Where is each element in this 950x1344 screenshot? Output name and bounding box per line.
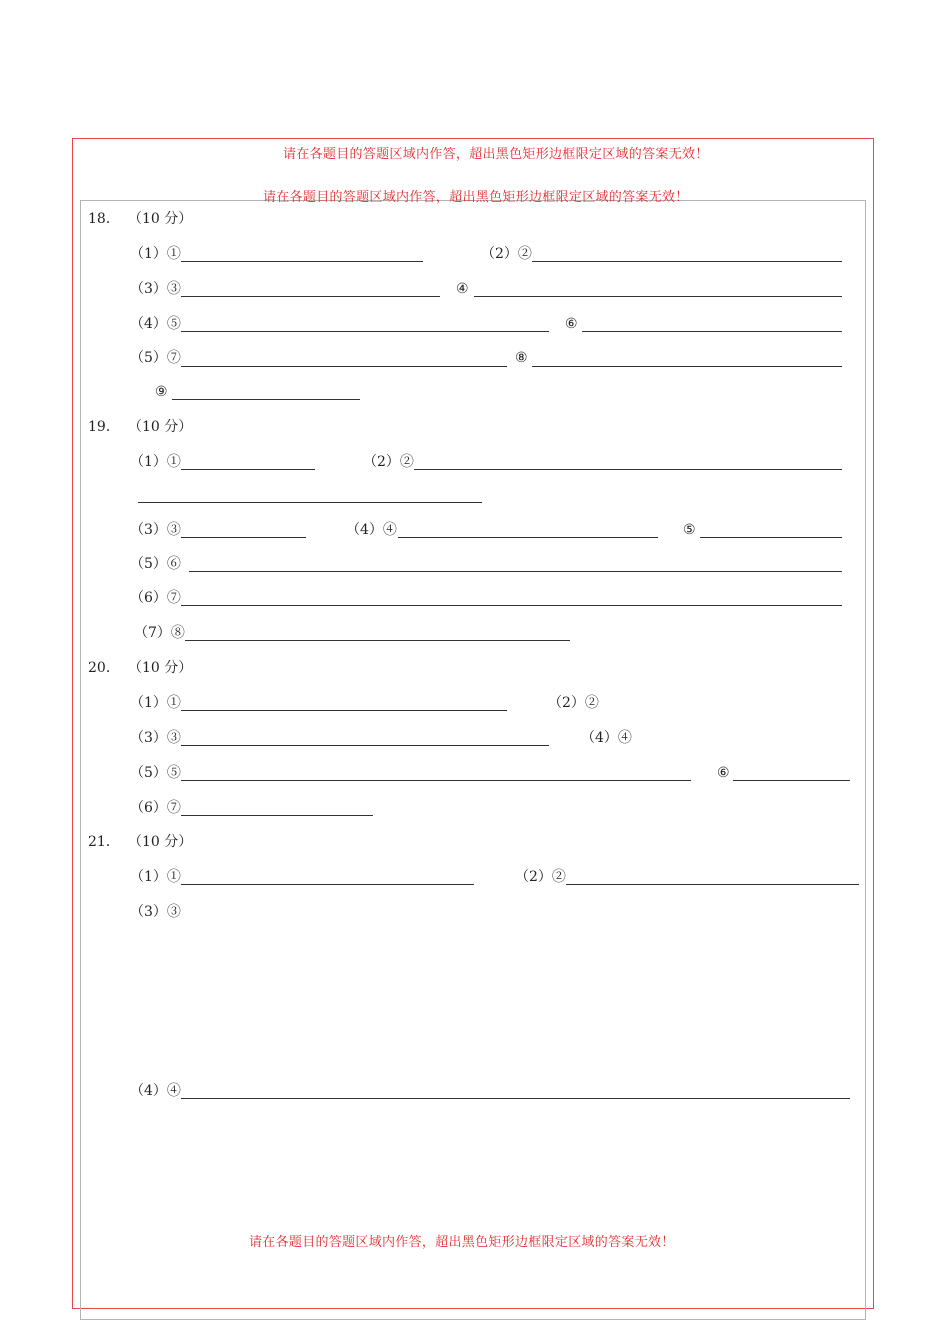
q19-part7-label: （7）⑧ [134,625,185,641]
q19-part6-label: （6）⑦ [130,590,181,606]
q18-circle-8: ⑧ [515,350,528,366]
answer-region-inner-border [80,200,866,1320]
q18-answer-blank-3[interactable] [181,296,440,297]
q19-part1-label: （1）① [130,454,181,470]
q21-part1-label: （1）① [130,869,181,885]
q18-answer-blank-5[interactable] [181,331,549,332]
q18-part1-label: （1）① [130,246,181,262]
q19-part4-label: （4）④ [346,522,397,538]
question-19-number: 19． [88,419,120,435]
q20-circle-6: ⑥ [717,765,730,781]
q18-part5-label: （5）⑦ [130,350,181,366]
q20-answer-blank-5[interactable] [181,780,691,781]
q21-answer-blank-2[interactable] [566,884,859,885]
warning-top-2: 请在各题目的答题区域内作答，超出黑色矩形边框限定区域的答案无效！ [263,190,689,205]
q18-answer-blank-4[interactable] [474,296,842,297]
q20-part6-label: （6）⑦ [130,800,181,816]
q20-answer-blank-7[interactable] [181,815,373,816]
q20-answer-blank-3[interactable] [181,745,549,746]
q21-part2-label: （2）② [515,869,566,885]
q21-answer-blank-1[interactable] [181,884,474,885]
q20-part2-label: （2）② [548,695,599,711]
question-21-score: （10 分） [128,834,193,850]
q20-part4-label: （4）④ [581,730,632,746]
q21-answer-blank-4[interactable] [181,1098,850,1099]
q18-part2-label: （2）② [481,246,532,262]
q18-answer-blank-1[interactable] [181,261,423,262]
q20-part3-label: （3）③ [130,730,181,746]
q20-answer-blank-6[interactable] [733,780,850,781]
q21-part4-label: （4）④ [130,1083,181,1099]
q18-answer-blank-6[interactable] [582,331,842,332]
q18-circle-4: ④ [456,281,469,297]
q19-answer-blank-1[interactable] [181,469,315,470]
q18-answer-blank-7[interactable] [181,366,507,367]
q19-answer-blank-5[interactable] [700,537,842,538]
q19-answer-blank-4[interactable] [398,537,658,538]
q20-part1-label: （1）① [130,695,181,711]
warning-bottom: 请在各题目的答题区域内作答，超出黑色矩形边框限定区域的答案无效！ [249,1235,675,1250]
q18-answer-blank-9[interactable] [172,399,360,400]
q18-circle-6: ⑥ [565,316,578,332]
q18-part3-label: （3）③ [130,281,181,297]
q19-part2-label: （2）② [363,454,414,470]
q20-part5-label: （5）⑤ [130,765,181,781]
q19-part5-label: （5）⑥ [130,556,181,572]
q18-circle-9: ⑨ [155,384,168,400]
q19-answer-blank-7[interactable] [181,605,842,606]
q20-answer-blank-1[interactable] [181,710,507,711]
q21-part3-label: （3）③ [130,904,181,920]
q18-part4-label: （4）⑤ [130,316,181,332]
q18-answer-blank-2[interactable] [532,261,842,262]
question-19-score: （10 分） [128,419,193,435]
question-21-number: 21． [88,834,120,850]
q19-answer-blank-2-continued[interactable] [138,502,482,503]
warning-top-1: 请在各题目的答题区域内作答，超出黑色矩形边框限定区域的答案无效！ [283,147,709,162]
question-20-number: 20． [88,660,120,676]
q19-circle-5: ⑤ [683,522,696,538]
q18-answer-blank-8[interactable] [532,366,842,367]
q21-part3-answer-area[interactable] [130,925,850,1075]
question-18-score: （10 分） [128,211,193,227]
q19-answer-blank-2[interactable] [414,469,842,470]
question-20-score: （10 分） [128,660,193,676]
q19-answer-blank-6[interactable] [189,571,842,572]
q19-answer-blank-3[interactable] [181,537,306,538]
q19-part3-label: （3）③ [130,522,181,538]
question-18-number: 18． [88,211,120,227]
q19-answer-blank-8[interactable] [185,640,570,641]
